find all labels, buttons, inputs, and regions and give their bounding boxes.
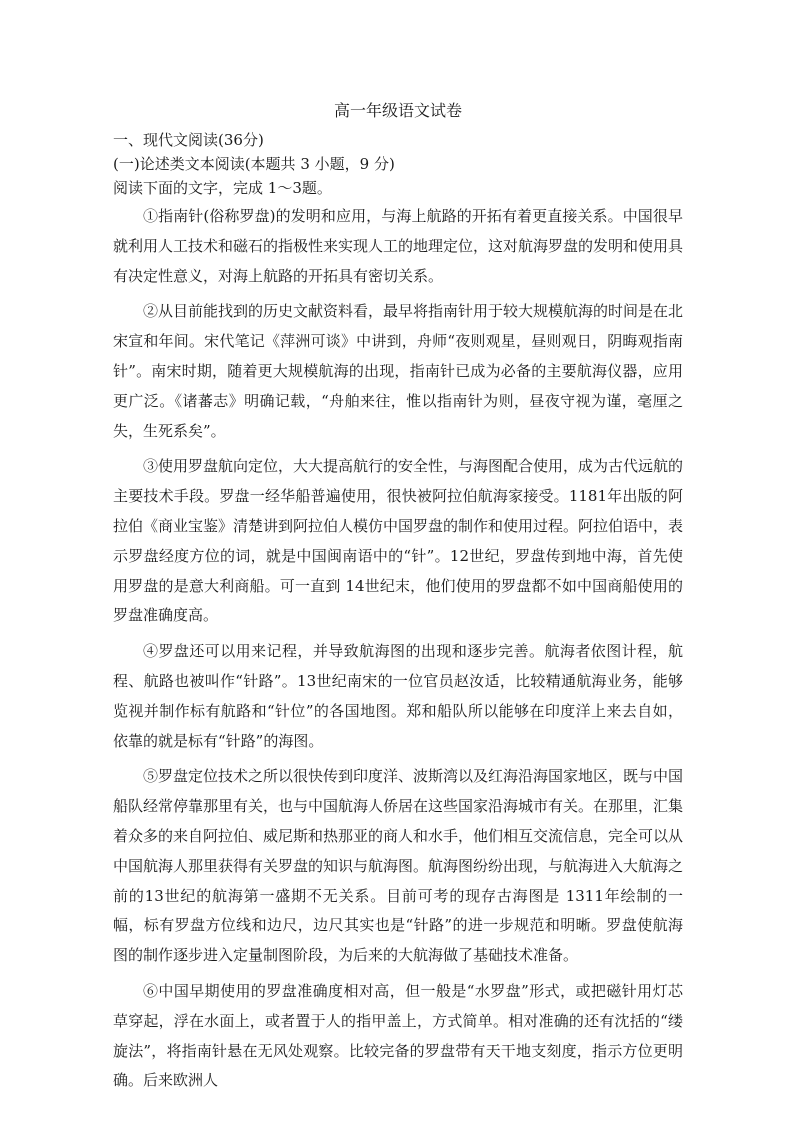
paragraph-2: ②从目前能找到的历史文献资料看，最早将指南针用于较大规模航海的时间是在北宋宣和年间。宋代笔记《萍洲可谈》中讲到，舟师“夜则观星，昼则观日，阴晦观指南针”。南宋时期，随着更大规模航海的出现，指南针已成为必备的主要航海仪器，应用更广泛。《诸蕃志》明确记载，“舟舶来往，惟以指南针为则，昼夜守视为谨，毫厘之失，生死系矣”。 <box>113 302 684 440</box>
exam-title: 高一年级语文试卷 <box>333 101 462 120</box>
paragraph-4: ④罗盘还可以用来记程，并导致航海图的出现和逐步完善。航海者依图计程，航程、航路也被叫作“针路”。13世纪南宋的一位官员赵汝适，比较精通航海业务，能够览视并制作标有航路和“针位”的各国地图。郑和船队所以能够在印度洋上来去自如，依靠的就是标有“针路”的海图。 <box>113 642 683 750</box>
paragraph-6: ⑥中国早期使用的罗盘准确度相对高，但一般是“水罗盘”形式，或把磁针用灯芯草穿起，浮在水面上，或者置于人的指甲盖上，方式简单。相对准确的还有沈括的“缕旋法”，将指南针悬在无风处观察。比较完备的罗盘带有天干地支刻度，指示方位更明确。后来欧洲人 <box>113 981 683 1090</box>
section-heading: 一、现代文阅读(36分) <box>113 131 264 149</box>
paragraph-3: ③使用罗盘航向定位，大大提高航行的安全性，与海图配合使用，成为古代远航的主要技术手段。罗盘一经华船普遍使用，很快被阿拉伯航海家接受。1181年出版的阿拉伯《商业宝鉴》清楚讲到阿拉伯人模仿中国罗盘的制作和使用过程。阿拉伯语中，表示罗盘经度方位的词，就是中国闽南语中的“针”。12世纪，罗盘传到地中海，首先使用罗盘的是意大利商船。可一直到 14世纪末，他们使用的罗盘都不如中国商船使用的罗盘准确度高。 <box>113 457 684 625</box>
paragraph-5: ⑤罗盘定位技术之所以很快传到印度洋、波斯湾以及红海沿海国家地区，既与中国船队经常停靠那里有关，也与中国航海人侨居在这些国家沿海城市有关。在那里，汇集着众多的来自阿拉伯、威尼斯和热那亚的商人和水手，他们相互交流信息，完全可以从中国航海人那里获得有关罗盘的知识与航海图。航海图纷纷出现，与航海进入大航海之前的13世纪的航海第一盛期不无关系。目前可考的现存古海图是 1311年绘制的一幅，标有罗盘方位线和边尺，边尺其实也是“针路”的进一步规范和明晰。罗盘使航海图的制作逐步进入定量制图阶段，为后来的大航海做了基础技术准备。 <box>113 767 684 965</box>
paragraph-1: ①指南针(俗称罗盘)的发明和应用，与海上航路的开拓有着更直接关系。中国很早就利用人工技术和磁石的指极性来实现人工的地理定位，这对航海罗盘的发明和使用具有决定性意义，对海上航路的开拓具有密切关系。 <box>113 207 684 285</box>
reading-instruction: 阅读下面的文字，完成 1～3题。 <box>113 179 332 197</box>
exam-page <box>113 100 683 1102</box>
subsection-heading: (一)论述类文本阅读(本题共 3 小题，9 分) <box>113 155 395 173</box>
